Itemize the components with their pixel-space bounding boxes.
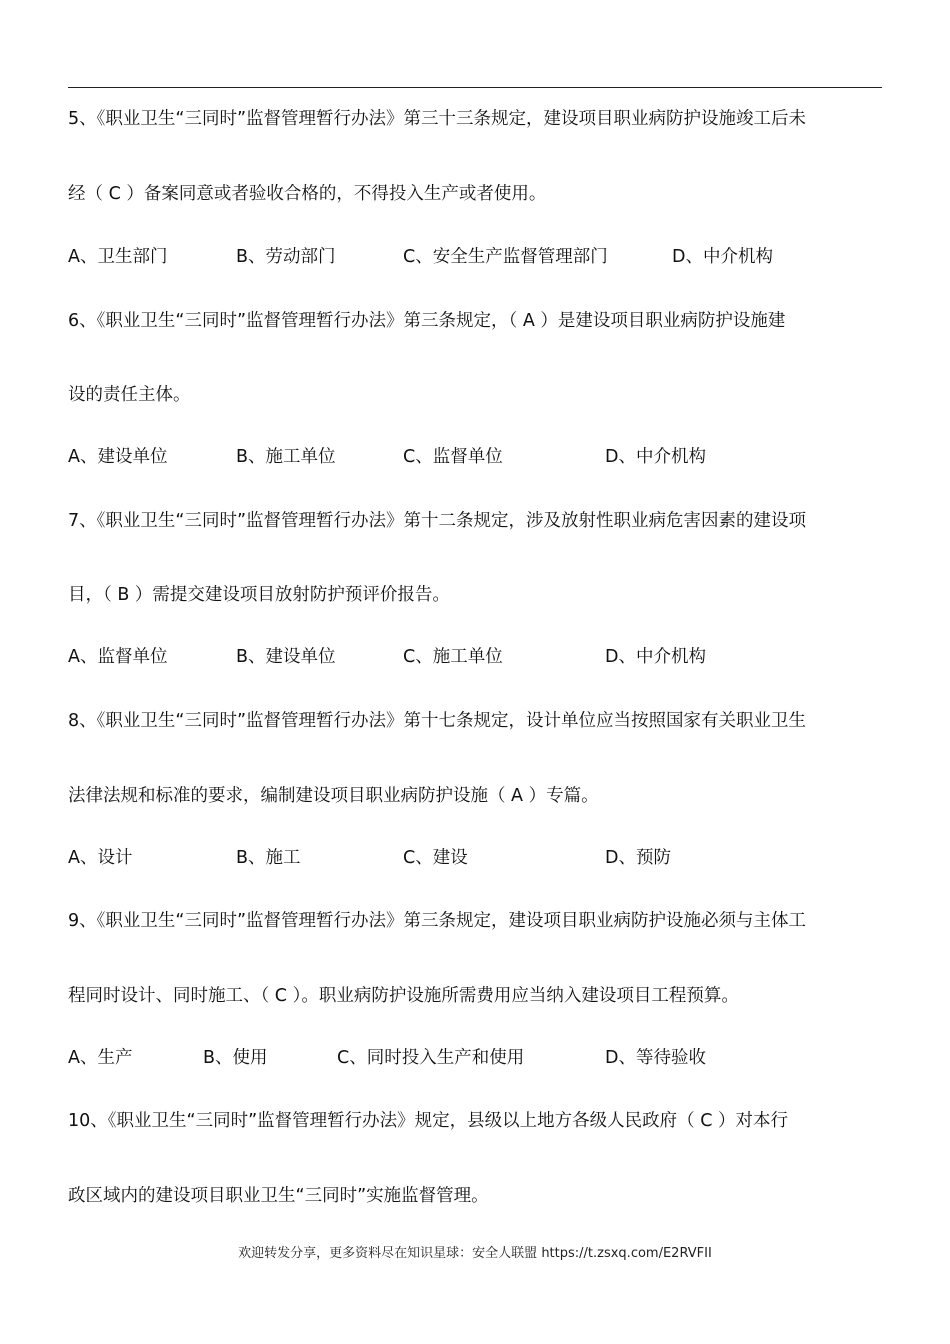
question-9-option-b: B、使用: [203, 1048, 268, 1068]
footer-text: 欢迎转发分享，更多资料尽在知识星球：安全人联盟: [238, 1246, 542, 1261]
question-5-line-2: 经（ C ）备案同意或者验收合格的，不得投入生产或者使用。: [68, 184, 547, 204]
question-5-option-c: C、安全生产监督管理部门: [403, 247, 608, 267]
question-9-option-d: D、等待验收: [605, 1048, 706, 1068]
question-9-line-2: 程同时设计、同时施工、（ C ）。职业病防护设施所需费用应当纳入建设项目工程预算。: [68, 986, 739, 1006]
question-6-line-2: 设的责任主体。: [68, 385, 191, 405]
question-5-option-b: B、劳动部门: [236, 247, 336, 267]
question-8-option-c: C、建设: [403, 848, 468, 868]
header-rule: [68, 87, 882, 88]
question-7-line-1: 7、《职业卫生“三同时”监督管理暂行办法》第十二条规定，涉及放射性职业病危害因素的建设项: [68, 511, 807, 531]
question-5-option-a: A、卫生部门: [68, 247, 168, 267]
footer-link[interactable]: https://t.zsxq.com/E2RVFII: [541, 1246, 712, 1261]
question-7-option-b: B、建设单位: [236, 647, 336, 667]
question-8-option-d: D、预防: [605, 848, 671, 868]
question-7-line-2: 目，（ B ）需提交建设项目放射防护预评价报告。: [68, 585, 450, 605]
question-6-line-1: 6、《职业卫生“三同时”监督管理暂行办法》第三条规定，（ A ）是建设项目职业病防护设施建: [68, 311, 786, 331]
question-9-line-1: 9、《职业卫生“三同时”监督管理暂行办法》第三条规定，建设项目职业病防护设施必须与主体工: [68, 911, 807, 931]
question-5-option-d: D、中介机构: [672, 247, 773, 267]
question-6-option-d: D、中介机构: [605, 447, 706, 467]
question-6-option-c: C、监督单位: [403, 447, 503, 467]
question-8-line-1: 8、《职业卫生“三同时”监督管理暂行办法》第十七条规定，设计单位应当按照国家有关职业卫生: [68, 711, 807, 731]
question-8-line-2: 法律法规和标准的要求，编制建设项目职业病防护设施（ A ）专篇。: [68, 786, 599, 806]
question-9-option-c: C、同时投入生产和使用: [337, 1048, 525, 1068]
question-8-option-a: A、设计: [68, 848, 133, 868]
page-footer: [0, 1245, 950, 1263]
question-10-line-1: 10、《职业卫生“三同时”监督管理暂行办法》规定，县级以上地方各级人民政府（ C ）对本行: [68, 1111, 788, 1131]
question-9-option-a: A、生产: [68, 1048, 133, 1068]
question-7-option-d: D、中介机构: [605, 647, 706, 667]
question-6-option-a: A、建设单位: [68, 447, 168, 467]
question-6-option-b: B、施工单位: [236, 447, 336, 467]
question-10-line-2: 政区域内的建设项目职业卫生“三同时”实施监督管理。: [68, 1186, 489, 1206]
question-8-option-b: B、施工: [236, 848, 301, 868]
question-7-option-c: C、施工单位: [403, 647, 503, 667]
question-7-option-a: A、监督单位: [68, 647, 168, 667]
question-5-line-1: 5、《职业卫生“三同时”监督管理暂行办法》第三十三条规定，建设项目职业病防护设施竣工后未: [68, 109, 807, 129]
